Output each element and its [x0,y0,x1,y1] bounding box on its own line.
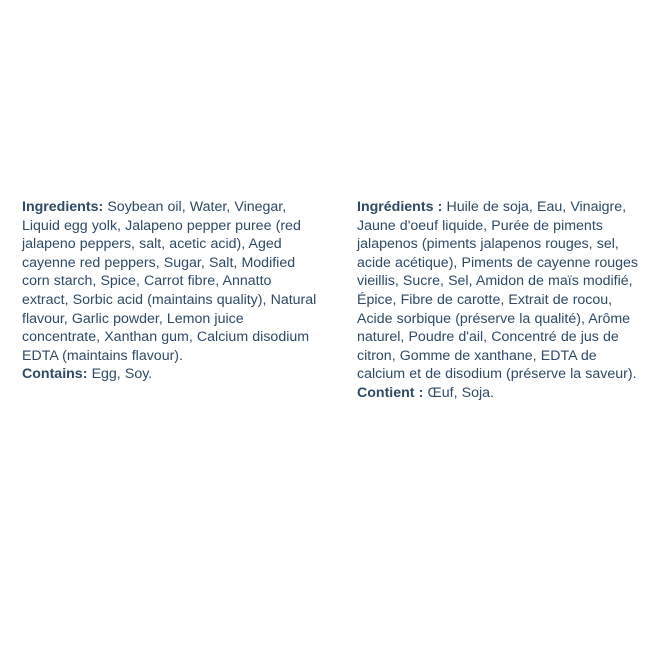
english-panel [0,198,330,384]
english-contains-text: Egg, Soy. [87,366,153,383]
french-ingredients-paragraph [357,198,642,384]
language-columns [0,198,650,403]
french-panel [330,198,650,403]
french-ingredients-text: Huile de soja, Eau, Vinaigre, Jaune d'oeuf liquide, Purée de piments jalapenos (piments jalapenos rouges, sel, acide acétique), Piments de cayenne rouges vieillis, Sucre, Sel, Amidon de maïs modifié, Épice, Fibre de carotte, Extrait de rocou, Acide sorbique (préserve la qualité), Arôme naturel, Poudre d'ail, Concentré de jus de citron, Gomme de xanthane, EDTA de calcium et de disodium (préserve la saveur). [357,199,638,383]
french-contains-label: Contient : [357,384,424,401]
french-contains-text: Œuf, Soja. [423,384,494,401]
french-ingredients-label: Ingrédients : [357,199,443,215]
english-contains-label: Contains: [22,366,88,383]
french-contains-paragraph [357,384,642,403]
english-ingredients-label: Ingredients: [22,199,104,215]
english-ingredients-paragraph [22,198,320,365]
english-ingredients-text: Soybean oil, Water, Vinegar, Liquid egg yolk, Jalapeno pepper puree (red jalapeno peppers, salt, acetic acid), Aged cayenne red peppers, Sugar, Salt, Modified corn starch, Spice, Carrot fibre, Annatto extract, Sorbic acid (maintains quality), Natural flavour, Garlic powder, Lemon juice concentrate, Xanthan gum, Calcium disodium EDTA (maintains flavour). [22,199,317,364]
english-contains-paragraph [22,365,320,384]
